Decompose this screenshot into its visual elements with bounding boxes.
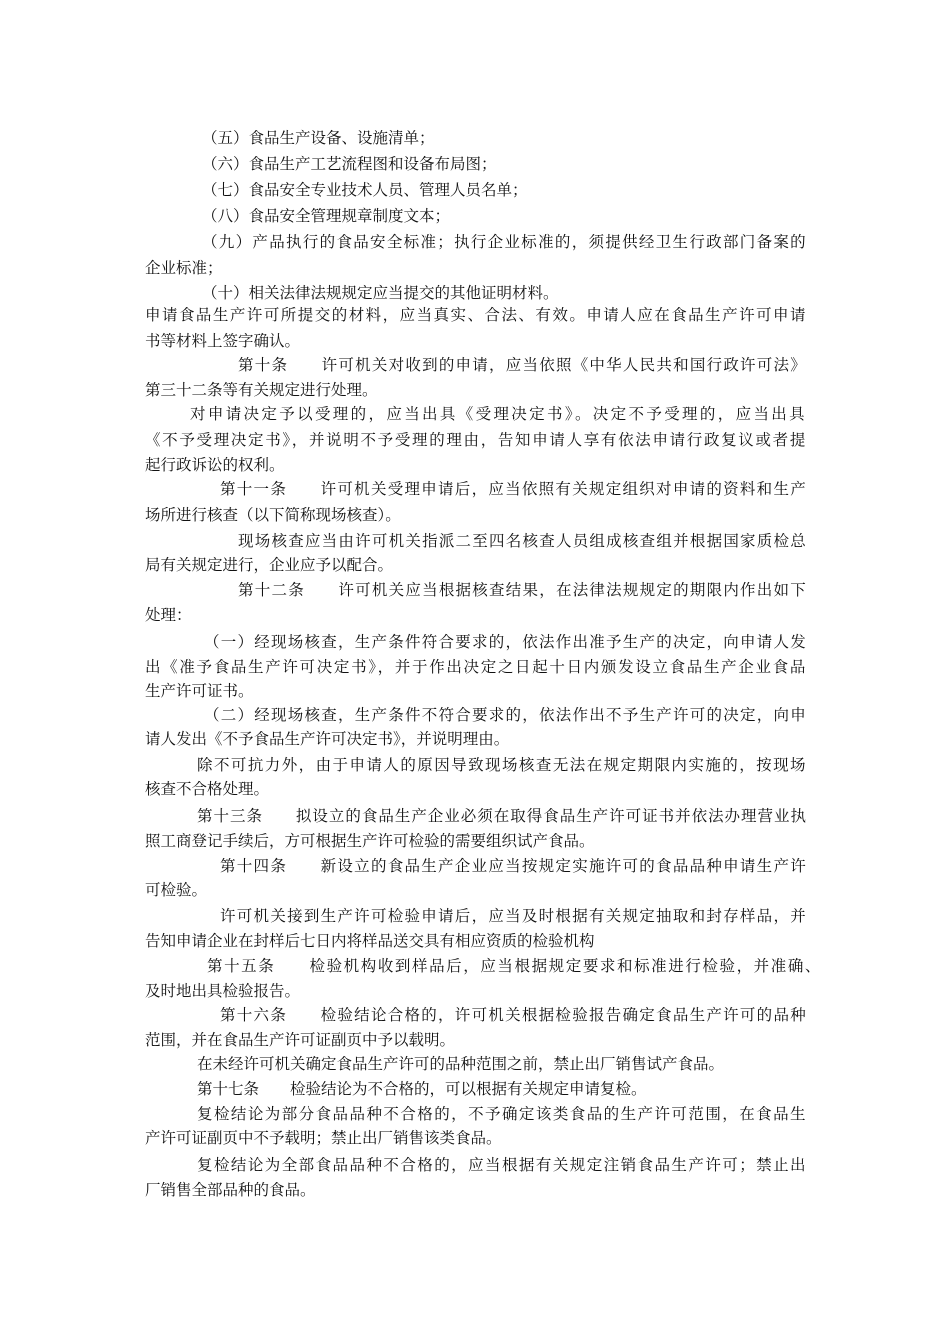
text-line: 第三十二条等有关规定进行处理。 <box>145 381 378 399</box>
text-line: 局有关规定进行，企业应予以配合。 <box>145 556 394 574</box>
text-line: 许可机关接到生产许可检验申请后，应当及时根据有关规定抽取和封存样品，并 <box>220 907 807 925</box>
text-line: 出《准予食品生产许可决定书》，并于作出决定之日起十日内颁发设立食品生产企业食品 <box>145 658 807 676</box>
text-line: 第十五条 检验机构收到样品后，应当根据规定要求和标准进行检验，并准确、 <box>207 957 822 975</box>
text-line: 厂销售全部品种的食品。 <box>145 1181 316 1199</box>
text-line: （七）食品安全专业技术人员、管理人员名单； <box>202 181 528 199</box>
text-line: 产许可证副页中不予载明；禁止出厂销售该类食品。 <box>145 1129 502 1147</box>
text-line: 第十二条 许可机关应当根据核查结果，在法律法规规定的期限内作出如下 <box>238 581 807 599</box>
text-line: 起行政诉讼的权利。 <box>145 456 285 474</box>
text-line: 第十条 许可机关对收到的申请，应当依照《中华人民共和国行政许可法》 <box>238 356 807 374</box>
text-line: （九）产品执行的食品安全标准；执行企业标准的，须提供经卫生行政部门备案的 <box>202 233 807 251</box>
text-line: 第十七条 检验结论为不合格的，可以根据有关规定申请复检。 <box>197 1080 647 1098</box>
text-line: 请人发出《不予食品生产许可决定书》，并说明理由。 <box>145 730 510 748</box>
text-line: 场所进行核查（以下简称现场核查）。 <box>145 506 401 524</box>
text-line: （八）食品安全管理规章制度文本； <box>202 207 451 225</box>
text-line: 及时地出具检验报告。 <box>145 982 301 1000</box>
text-line: 在未经许可机关确定食品生产许可的品种范围之前，禁止出厂销售试产食品。 <box>197 1055 725 1073</box>
text-line: 对申请决定予以受理的，应当出具《受理决定书》。决定不予受理的，应当出具 <box>190 405 808 423</box>
text-line: 可检验。 <box>145 881 208 899</box>
text-line: 企业标准； <box>145 259 223 277</box>
text-line: 第十三条 拟设立的食品生产企业必须在取得食品生产许可证书并依法办理营业执 <box>197 807 807 825</box>
text-line: 书等材料上签字确认。 <box>145 332 301 350</box>
text-line: （五）食品生产设备、设施清单； <box>202 129 435 147</box>
text-line: 处理： <box>145 606 192 624</box>
text-line: 告知申请企业在封样后七日内将样品送交具有相应资质的检验机构 <box>145 932 595 950</box>
text-line: 范围，并在食品生产许可证副页中予以载明。 <box>145 1031 456 1049</box>
text-line: 复检结论为部分食品品种不合格的，不予确定该类食品的生产许可范围，在食品生 <box>197 1105 807 1123</box>
text-line: 生产许可证书。 <box>145 682 254 700</box>
text-line: （一）经现场核查，生产条件符合要求的，依法作出准予生产的决定，向申请人发 <box>204 633 808 651</box>
text-line: 《不予受理决定书》，并说明不予受理的理由，告知申请人享有依法申请行政复议或者提 <box>145 431 807 449</box>
text-line: 申请食品生产许可所提交的材料，应当真实、合法、有效。申请人应在食品生产许可申请 <box>145 306 807 324</box>
text-line: （十）相关法律法规规定应当提交的其他证明材料。 <box>202 284 559 302</box>
text-line: （二）经现场核查，生产条件不符合要求的，依法作出不予生产许可的决定，向申 <box>204 706 808 724</box>
text-line: 复检结论为全部食品品种不合格的，应当根据有关规定注销食品生产许可；禁止出 <box>197 1156 807 1174</box>
text-line: 照工商登记手续后，方可根据生产许可检验的需要组织试产食品。 <box>145 832 595 850</box>
text-line: 第十六条 检验结论合格的，许可机关根据检验报告确定食品生产许可的品种 <box>220 1006 807 1024</box>
text-line: 第十四条 新设立的食品生产企业应当按规定实施许可的食品品种申请生产许 <box>220 857 807 875</box>
text-line: 现场核查应当由许可机关指派二至四名核查人员组成核查组并根据国家质检总 <box>238 532 807 550</box>
text-line: （六）食品生产工艺流程图和设备布局图； <box>202 155 497 173</box>
text-line: 除不可抗力外，由于申请人的原因导致现场核查无法在规定期限内实施的，按现场 <box>197 756 807 774</box>
text-line: 核查不合格处理。 <box>145 780 270 798</box>
text-line: 第十一条 许可机关受理申请后，应当依照有关规定组织对申请的资料和生产 <box>220 480 807 498</box>
